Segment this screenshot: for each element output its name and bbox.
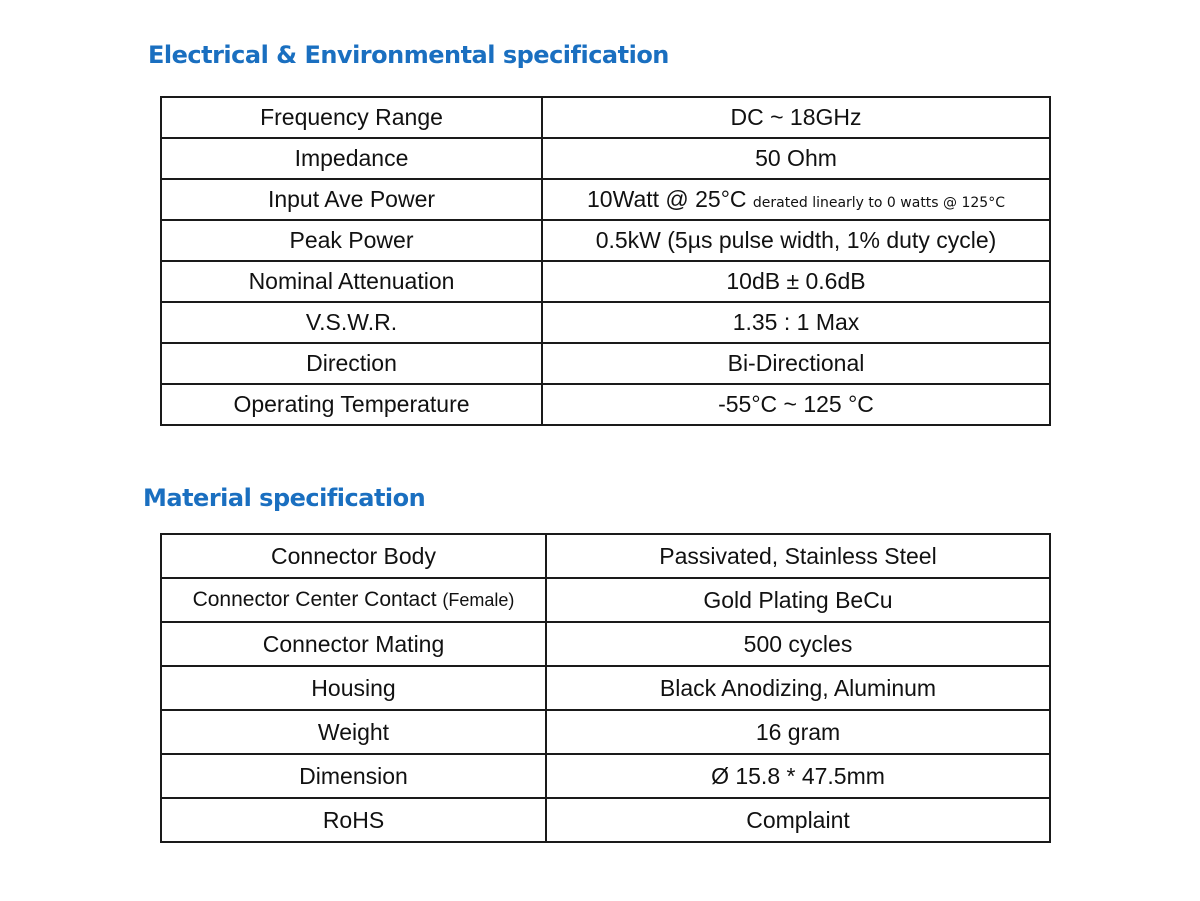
table-row (161, 710, 1050, 754)
spec-label: Impedance (161, 138, 542, 179)
spec-label: Housing (161, 666, 546, 710)
spec-label-note: (Female) (442, 590, 515, 610)
electrical-spec-table (160, 96, 1051, 426)
spec-value-note: derated linearly to 0 watts @ 125°C (752, 195, 1005, 211)
spec-value: Ø 15.8 * 47.5mm (546, 754, 1050, 798)
spec-label: RoHS (161, 798, 546, 842)
spec-label: Connector Mating (161, 622, 546, 666)
table-row (161, 343, 1050, 384)
table-row (161, 302, 1050, 343)
table-row (161, 384, 1050, 425)
spec-label: V.S.W.R. (161, 302, 542, 343)
spec-value-main: 10Watt @ 25°C (587, 186, 747, 212)
spec-value: Black Anodizing, Aluminum (546, 666, 1050, 710)
spec-value: DC ~ 18GHz (542, 97, 1050, 138)
table-row (161, 534, 1050, 578)
spec-value: 1.35 : 1 Max (542, 302, 1050, 343)
spec-label: Peak Power (161, 220, 542, 261)
spec-value: 500 cycles (546, 622, 1050, 666)
spec-label: Operating Temperature (161, 384, 542, 425)
spec-label: Connector Body (161, 534, 546, 578)
table-row (161, 798, 1050, 842)
spec-label (161, 578, 546, 622)
spec-label: Direction (161, 343, 542, 384)
spec-label-main: Connector Center Contact (192, 588, 437, 611)
table-row (161, 179, 1050, 220)
spec-value: 0.5kW (5µs pulse width, 1% duty cycle) (542, 220, 1050, 261)
spec-value (542, 179, 1050, 220)
electrical-spec-heading: Electrical & Environmental specification (148, 41, 669, 69)
table-row (161, 754, 1050, 798)
table-row (161, 261, 1050, 302)
spec-label: Dimension (161, 754, 546, 798)
spec-value: 16 gram (546, 710, 1050, 754)
table-row (161, 578, 1050, 622)
table-row (161, 220, 1050, 261)
table-row (161, 666, 1050, 710)
spec-label: Nominal Attenuation (161, 261, 542, 302)
table-row (161, 97, 1050, 138)
table-row (161, 622, 1050, 666)
spec-value: Bi-Directional (542, 343, 1050, 384)
table-row (161, 138, 1050, 179)
spec-value: 10dB ± 0.6dB (542, 261, 1050, 302)
spec-value: -55°C ~ 125 °C (542, 384, 1050, 425)
spec-label: Weight (161, 710, 546, 754)
spec-value: Passivated, Stainless Steel (546, 534, 1050, 578)
material-spec-table (160, 533, 1051, 843)
spec-value: Gold Plating BeCu (546, 578, 1050, 622)
spec-label: Input Ave Power (161, 179, 542, 220)
spec-label: Frequency Range (161, 97, 542, 138)
spec-value: 50 Ohm (542, 138, 1050, 179)
spec-value: Complaint (546, 798, 1050, 842)
material-spec-heading: Material specification (143, 484, 426, 512)
